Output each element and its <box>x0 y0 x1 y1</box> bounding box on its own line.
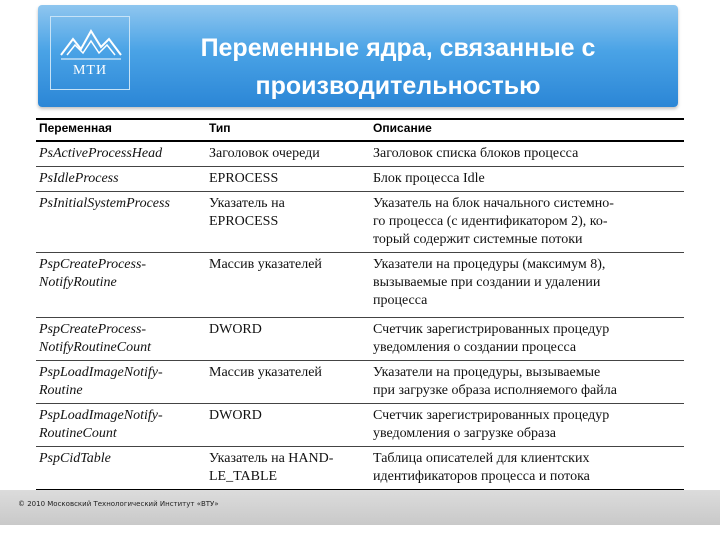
table-row <box>36 318 684 361</box>
table-row <box>36 361 684 404</box>
cell-description: Указатель на блок начального системно- го процесса (с идентификатором 2), ко- торый содержит системные потоки <box>373 196 614 247</box>
logo-text: МТИ <box>72 63 108 78</box>
cell-description: Счетчик зарегистрированных процедур уведомления о создании процесса <box>373 322 610 355</box>
cell-variable: PspLoadImageNotify- RoutineCount <box>39 408 163 441</box>
table-row <box>36 192 684 253</box>
cell-description: Указатели на процедуры, вызываемые при загрузке образа исполняемого файла <box>373 365 617 398</box>
cell-description: Блок процесса Idle <box>373 171 485 186</box>
table-row <box>36 253 684 318</box>
mountains-icon <box>51 17 131 91</box>
cell-variable: PspLoadImageNotify- Routine <box>39 365 163 398</box>
mti-logo <box>50 16 130 90</box>
slide-footer <box>0 490 720 525</box>
cell-type: Массив указателей <box>209 365 322 380</box>
cell-type: DWORD <box>209 408 262 423</box>
table-header <box>36 118 684 142</box>
table-row <box>36 167 684 192</box>
cell-type: Указатель на EPROCESS <box>209 196 285 229</box>
cell-type: Указатель на HAND- LE_TABLE <box>209 451 334 484</box>
cell-description: Указатели на процедуры (максимум 8), вызываемые при создании и удалении процесса <box>373 257 606 308</box>
header-variable: Переменная <box>39 121 112 135</box>
cell-type: Массив указателей <box>209 257 322 272</box>
cell-variable: PsIdleProcess <box>39 171 119 186</box>
cell-variable: PspCidTable <box>39 451 111 466</box>
variables-table <box>36 118 684 491</box>
cell-variable: PsActiveProcessHead <box>39 146 163 161</box>
cell-type: EPROCESS <box>209 171 279 186</box>
cell-type: Заголовок очереди <box>209 146 320 161</box>
cell-variable: PspCreateProcess- NotifyRoutineCount <box>39 322 151 355</box>
table-row <box>36 447 684 489</box>
slide-header <box>38 5 678 107</box>
header-description: Описание <box>373 121 432 135</box>
cell-description: Таблица описателей для клиентских идентификаторов процесса и потока <box>373 451 590 484</box>
table-row <box>36 404 684 447</box>
cell-variable: PspCreateProcess- NotifyRoutine <box>39 257 147 290</box>
copyright-text: © 2010 Московский Технологический Институт «ВТУ» <box>18 500 219 508</box>
slide-title: Переменные ядра, связанные с производительностью <box>200 34 596 100</box>
cell-description: Счетчик зарегистрированных процедур уведомления о загрузке образа <box>373 408 610 441</box>
cell-description: Заголовок списка блоков процесса <box>373 146 579 161</box>
cell-variable: PsInitialSystemProcess <box>39 196 170 211</box>
header-type: Тип <box>209 121 231 135</box>
cell-type: DWORD <box>209 322 262 337</box>
table-row <box>36 142 684 167</box>
